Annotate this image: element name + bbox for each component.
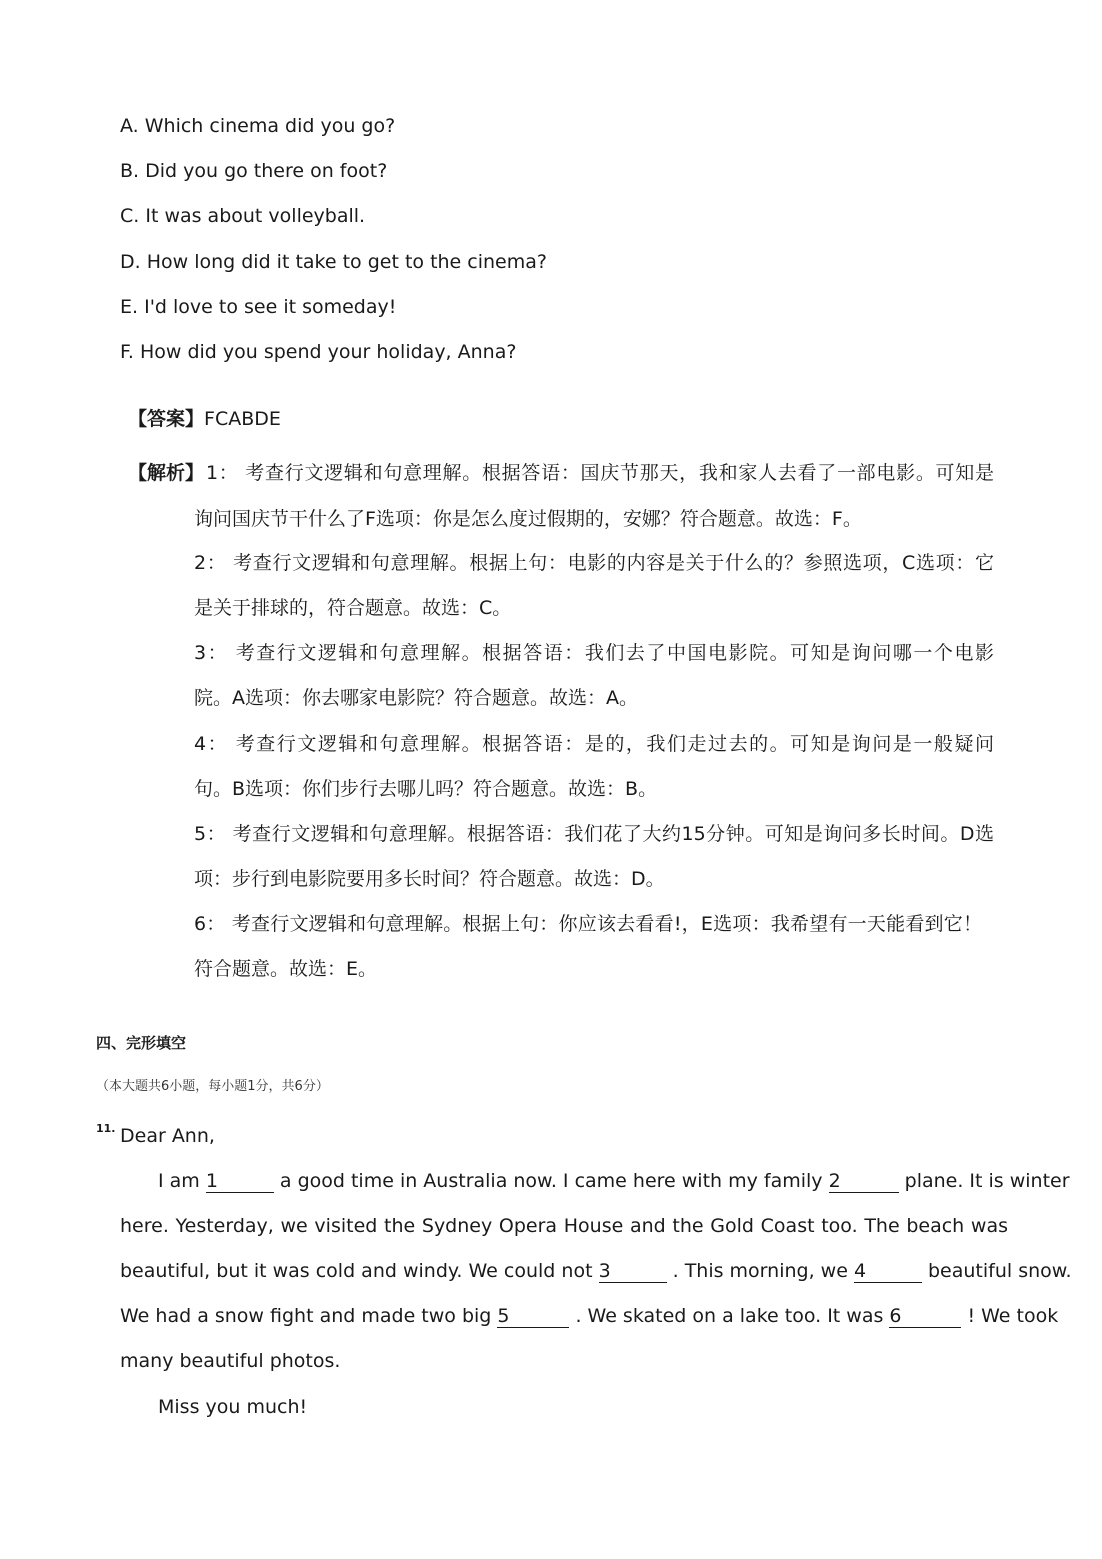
analysis-line: 2： 考查行文逻辑和句意理解。根据上句：电影的内容是关于什么的？参照选项，C选项：它 [194, 552, 994, 574]
analysis-line: 项：步行到电影院要用多长时间？符合题意。故选：D。 [194, 868, 665, 890]
passage-line-1: I am 1 a good time in Australia now. I came here with my family 2 plane. It is winter [158, 1170, 1070, 1192]
letter-greeting: Dear Ann, [120, 1125, 215, 1147]
section-note: （本大题共6小题，每小题1分，共6分） [96, 1079, 329, 1094]
blank-2[interactable]: 2 [829, 1170, 899, 1193]
blank-1[interactable]: 1 [206, 1170, 274, 1193]
blank-5[interactable]: 5 [497, 1305, 569, 1328]
analysis-line: 4： 考查行文逻辑和句意理解。根据答语：是的，我们走过去的。可知是询问是一般疑问 [194, 733, 994, 755]
section-title: 四、完形填空 [96, 1034, 187, 1052]
analysis-line: 询问国庆节干什么了F选项：你是怎么度过假期的，安娜？符合题意。故选：F。 [194, 508, 862, 530]
analysis-line: 3： 考查行文逻辑和句意理解。根据答语：我们去了中国电影院。可知是询问哪一个电影 [194, 642, 994, 664]
blank-3[interactable]: 3 [599, 1260, 667, 1283]
passage-line-5: many beautiful photos. [120, 1350, 341, 1372]
blank-4[interactable]: 4 [854, 1260, 922, 1283]
passage-line-2: here. Yesterday, we visited the Sydney Opera House and the Gold Coast too. The beach was [120, 1215, 1008, 1237]
blank-6[interactable]: 6 [889, 1305, 961, 1328]
option-c: C. It was about volleyball. [120, 205, 366, 227]
analysis-line: 是关于排球的，符合题意。故选：C。 [194, 597, 512, 619]
option-a: A. Which cinema did you go? [120, 115, 396, 137]
analysis-line: 符合题意。故选：E。 [194, 958, 378, 980]
option-d: D. How long did it take to get to the cinema? [120, 251, 547, 273]
option-f: F. How did you spend your holiday, Anna? [120, 341, 517, 363]
analysis-label: 【解析】 [128, 462, 205, 484]
answer-row [128, 404, 281, 431]
option-b: B. Did you go there on foot? [120, 160, 388, 182]
option-e: E. I'd love to see it someday! [120, 296, 397, 318]
analysis-line: 1： 考查行文逻辑和句意理解。根据答语：国庆节那天，我和家人去看了一部电影。可知是 [206, 462, 994, 484]
answer-value: FCABDE [204, 408, 281, 430]
analysis-line: 5： 考查行文逻辑和句意理解。根据答语：我们花了大约15分钟。可知是询问多长时间。D选 [194, 823, 994, 845]
answer-label: 【答案】 [128, 408, 205, 430]
analysis-line: 院。A选项：你去哪家电影院？符合题意。故选：A。 [194, 687, 638, 709]
analysis-line: 句。B选项：你们步行去哪儿吗？符合题意。故选：B。 [194, 778, 658, 800]
passage-line-4: We had a snow fight and made two big 5 . We skated on a lake too. It was 6 ! We took [120, 1305, 1059, 1327]
passage-line-3: beautiful, but it was cold and windy. We could not 3 . This morning, we 4 beautiful snow. [120, 1260, 1072, 1282]
letter-closing: Miss you much! [158, 1396, 308, 1418]
question-number: 11. [96, 1122, 116, 1135]
analysis-line: 6： 考查行文逻辑和句意理解。根据上句：你应该去看看!，E选项：我希望有一天能看到它！ [194, 913, 982, 935]
